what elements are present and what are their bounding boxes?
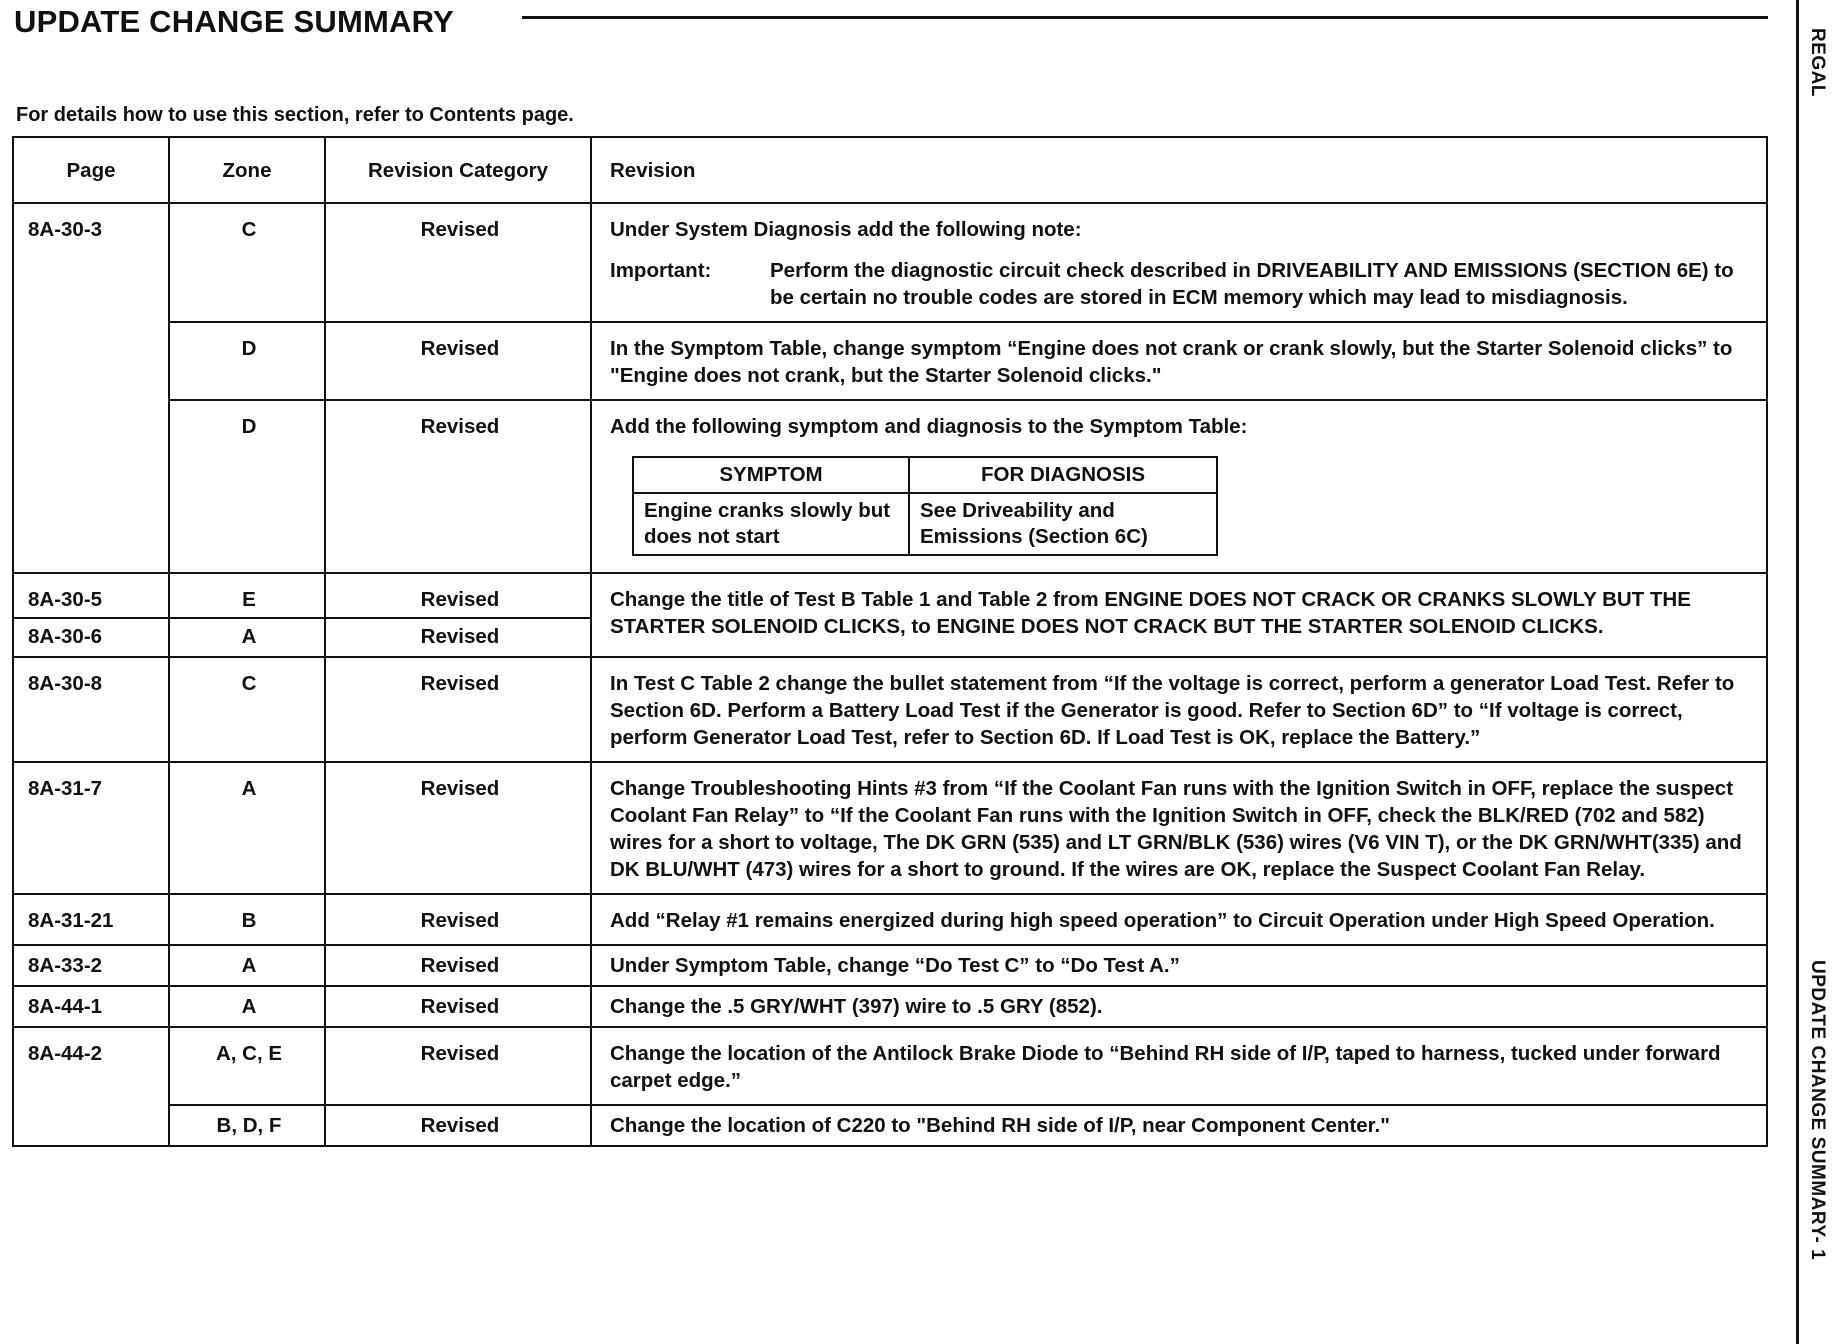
cell-category: Revised bbox=[325, 945, 591, 986]
table-row bbox=[13, 1027, 1767, 1105]
cell-zone: A bbox=[169, 986, 325, 1027]
cell-revision: In the Symptom Table, change symptom “Engine does not crank or crank slowly, but the Starter Solenoid clicks” to "Engine does not crank, but the Starter Solenoid clicks." bbox=[591, 322, 1767, 400]
cell-category: Revised bbox=[325, 657, 591, 762]
cell-zone: C bbox=[169, 657, 325, 762]
cell-revision: Change the location of the Antilock Brake Diode to “Behind RH side of I/P, taped to harness, tucked under forward carpet edge.” bbox=[591, 1027, 1767, 1105]
table-row bbox=[13, 203, 1767, 322]
cell-page: 8A-30-3 bbox=[13, 203, 169, 573]
cell-zone: B bbox=[169, 894, 325, 945]
cell-page: 8A-44-1 bbox=[13, 986, 169, 1027]
side-label-top: REGAL bbox=[1807, 28, 1828, 97]
cell-page: 8A-30-6 bbox=[13, 618, 169, 657]
column-header-page: Page bbox=[13, 137, 169, 203]
cell-category: Revised bbox=[325, 618, 591, 657]
note-text: Perform the diagnostic circuit check described in DRIVEABILITY AND EMISSIONS (SECTION 6E) to be certain no trouble codes are stored in ECM memory which may lead to misdiagnosis. bbox=[770, 259, 1734, 309]
cell-page: 8A-30-8 bbox=[13, 657, 169, 762]
cell-page: 8A-30-5 bbox=[13, 573, 169, 618]
cell-zone: A bbox=[169, 945, 325, 986]
cell-revision: In Test C Table 2 change the bullet statement from “If the voltage is correct, perform a generator Load Test. Refer to Section 6D. Perform a Battery Load Test if the Generator is good. Refer to Section 6D” to “If voltage is correct, perform Generator Load Test, refer to Section 6D. If Load Test is OK, replace the Battery.” bbox=[591, 657, 1767, 762]
table-row bbox=[13, 657, 1767, 762]
cell-revision: Change the location of C220 to "Behind RH side of I/P, near Component Center." bbox=[591, 1105, 1767, 1146]
cell-revision: Change the .5 GRY/WHT (397) wire to .5 GRY (852). bbox=[591, 986, 1767, 1027]
note-label: Important: bbox=[610, 259, 712, 282]
diagnosis-cell: See Driveability and Emissions (Section 6C) bbox=[909, 493, 1217, 555]
intro-text: For details how to use this section, refer to Contents page. bbox=[16, 104, 574, 126]
cell-page: 8A-31-7 bbox=[13, 762, 169, 894]
title-rule bbox=[522, 16, 1768, 19]
cell-zone: A bbox=[169, 762, 325, 894]
table-header-row bbox=[13, 137, 1767, 203]
table-row bbox=[13, 1105, 1767, 1146]
side-label-bottom: UPDATE CHANGE SUMMARY- 1 bbox=[1807, 960, 1828, 1261]
cell-page: 8A-44-2 bbox=[13, 1027, 169, 1146]
symptom-table bbox=[632, 456, 1218, 556]
table-row bbox=[13, 322, 1767, 400]
cell-category: Revised bbox=[325, 573, 591, 618]
cell-page: 8A-31-21 bbox=[13, 894, 169, 945]
cell-revision: Under Symptom Table, change “Do Test C” to “Do Test A.” bbox=[591, 945, 1767, 986]
cell-revision bbox=[591, 400, 1767, 573]
cell-category: Revised bbox=[325, 1027, 591, 1105]
cell-zone: D bbox=[169, 322, 325, 400]
cell-category: Revised bbox=[325, 400, 591, 573]
cell-category: Revised bbox=[325, 1105, 591, 1146]
cell-category: Revised bbox=[325, 203, 591, 322]
cell-category: Revised bbox=[325, 894, 591, 945]
side-rule bbox=[1796, 0, 1799, 1344]
cell-category: Revised bbox=[325, 762, 591, 894]
table-row bbox=[13, 894, 1767, 945]
cell-zone: C bbox=[169, 203, 325, 322]
cell-zone: A bbox=[169, 618, 325, 657]
cell-page: 8A-33-2 bbox=[13, 945, 169, 986]
cell-zone: E bbox=[169, 573, 325, 618]
cell-zone: B, D, F bbox=[169, 1105, 325, 1146]
table-row bbox=[13, 762, 1767, 894]
page-title: UPDATE CHANGE SUMMARY bbox=[14, 4, 454, 39]
cell-revision: Change Troubleshooting Hints #3 from “If the Coolant Fan runs with the Ignition Switch in OFF, replace the suspect Coolant Fan Relay” to “If the Coolant Fan runs with the Ignition Switch in OFF, check the BLK/RED (702 and 582) wires for a short to voltage, The DK GRN (535) and LT GRN/BLK (536) wires (V6 VIN T), or the DK GRN/WHT(335) and DK BLU/WHT (473) wires for a short to ground. If the wires are OK, replace the Suspect Coolant Fan Relay. bbox=[591, 762, 1767, 894]
cell-zone: D bbox=[169, 400, 325, 573]
symptom-header: SYMPTOM bbox=[633, 457, 909, 493]
cell-revision bbox=[591, 203, 1767, 322]
symptom-cell: Engine cranks slowly but does not start bbox=[633, 493, 909, 555]
column-header-revision: Revision bbox=[591, 137, 1767, 203]
cell-zone: A, C, E bbox=[169, 1027, 325, 1105]
table-row bbox=[13, 573, 1767, 618]
cell-category: Revised bbox=[325, 986, 591, 1027]
column-header-zone: Zone bbox=[169, 137, 325, 203]
update-change-table bbox=[12, 136, 1768, 1147]
revision-text: Add the following symptom and diagnosis to the Symptom Table: bbox=[610, 415, 1248, 438]
table-row bbox=[13, 945, 1767, 986]
important-note bbox=[610, 257, 1756, 311]
cell-revision: Add “Relay #1 remains energized during high speed operation” to Circuit Operation under High Speed Operation. bbox=[591, 894, 1767, 945]
diagnosis-header: FOR DIAGNOSIS bbox=[909, 457, 1217, 493]
column-header-category: Revision Category bbox=[325, 137, 591, 203]
cell-category: Revised bbox=[325, 322, 591, 400]
table-row bbox=[13, 400, 1767, 573]
cell-revision: Change the title of Test B Table 1 and Table 2 from ENGINE DOES NOT CRACK OR CRANKS SLOWLY BUT THE STARTER SOLENOID CLICKS, to ENGINE DOES NOT CRACK BUT THE STARTER SOLENOID CLICKS. bbox=[591, 573, 1767, 657]
table-row bbox=[13, 986, 1767, 1027]
revision-text: Under System Diagnosis add the following note: bbox=[610, 218, 1082, 241]
